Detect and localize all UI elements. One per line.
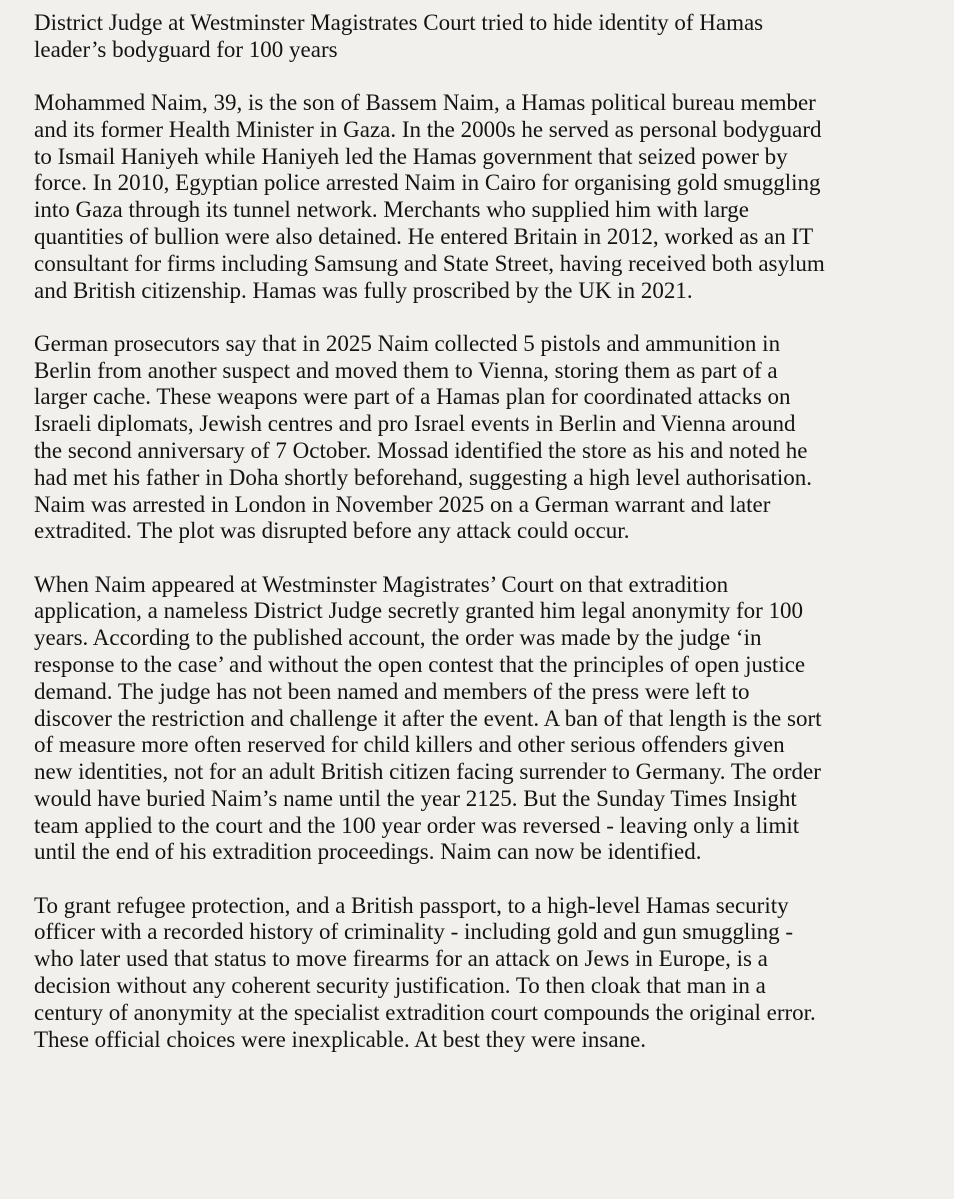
- paragraph-court: [34, 572, 934, 867]
- text-line: When Naim appeared at Westminster Magistrates’ Court on that extradition: [34, 571, 729, 597]
- title-line: District Judge at Westminster Magistrates Court tried to hide identity of Hamas: [34, 10, 764, 35]
- text-line: officer with a recorded history of criminality - including gold and gun smuggling -: [34, 919, 794, 945]
- text-line: decision without any coherent security justification. To then cloak that man in a: [34, 973, 766, 999]
- text-line: new identities, not for an adult British citizen facing surrender to Germany. The order: [34, 759, 821, 785]
- text-line: demand. The judge has not been named and members of the press were left to: [34, 678, 750, 704]
- text-line: of measure more often reserved for child killers and other serious offenders given: [34, 732, 785, 758]
- text-line: years. According to the published account, the order was made by the judge ‘in: [34, 625, 762, 651]
- paragraph-conclusion: [34, 893, 934, 1054]
- text-line: consultant for firms including Samsung and State Street, having received both asylum: [34, 250, 825, 276]
- text-line: to Ismail Haniyeh while Haniyeh led the Hamas government that seized power by: [34, 143, 788, 169]
- text-line: had met his father in Doha shortly beforehand, suggesting a high level authorisation.: [34, 464, 812, 490]
- paragraph-background: [34, 90, 934, 304]
- text-line: extradited. The plot was disrupted before any attack could occur.: [34, 518, 630, 544]
- title-line: leader’s bodyguard for 100 years: [34, 36, 338, 62]
- text-line: and its former Health Minister in Gaza. In the 2000s he served as personal bodyguard: [34, 116, 822, 142]
- text-line: force. In 2010, Egyptian police arrested Naim in Cairo for organising gold smuggling: [34, 170, 821, 196]
- text-line: into Gaza through its tunnel network. Merchants who supplied him with large: [34, 197, 749, 223]
- text-line: Naim was arrested in London in November 2025 on a German warrant and later: [34, 491, 771, 517]
- text-line: To grant refugee protection, and a British passport, to a high-level Hamas security: [34, 892, 789, 918]
- text-line: discover the restriction and challenge it after the event. A ban of that length is the sort: [34, 705, 822, 731]
- text-line: These official choices were inexplicable. At best they were insane.: [34, 1026, 647, 1052]
- text-line: who later used that status to move firearms for an attack on Jews in Europe, is a: [34, 946, 768, 972]
- text-line: would have buried Naim’s name until the year 2125. But the Sunday Times Insight: [34, 785, 797, 811]
- paragraph-plot: [34, 331, 934, 545]
- text-line: response to the case’ and without the open contest that the principles of open justice: [34, 651, 806, 677]
- text-line: German prosecutors say that in 2025 Naim collected 5 pistols and ammunition in: [34, 330, 781, 356]
- text-line: the second anniversary of 7 October. Mossad identified the store as his and noted he: [34, 437, 808, 463]
- text-line: Berlin from another suspect and moved them to Vienna, storing them as part of a: [34, 357, 778, 383]
- text-line: and British citizenship. Hamas was fully proscribed by the UK in 2021.: [34, 277, 693, 303]
- document-title: [34, 10, 934, 64]
- text-line: century of anonymity at the specialist extradition court compounds the original error.: [34, 999, 816, 1025]
- text-line: until the end of his extradition proceedings. Naim can now be identified.: [34, 839, 702, 865]
- text-line: larger cache. These weapons were part of a Hamas plan for coordinated attacks on: [34, 384, 791, 410]
- text-line: team applied to the court and the 100 year order was reversed - leaving only a limit: [34, 812, 800, 838]
- text-line: application, a nameless District Judge secretly granted him legal anonymity for 100: [34, 598, 804, 624]
- text-line: quantities of bullion were also detained. He entered Britain in 2012, worked as an IT: [34, 223, 814, 249]
- text-line: Mohammed Naim, 39, is the son of Bassem Naim, a Hamas political bureau member: [34, 89, 816, 115]
- text-line: Israeli diplomats, Jewish centres and pro Israel events in Berlin and Vienna around: [34, 411, 796, 437]
